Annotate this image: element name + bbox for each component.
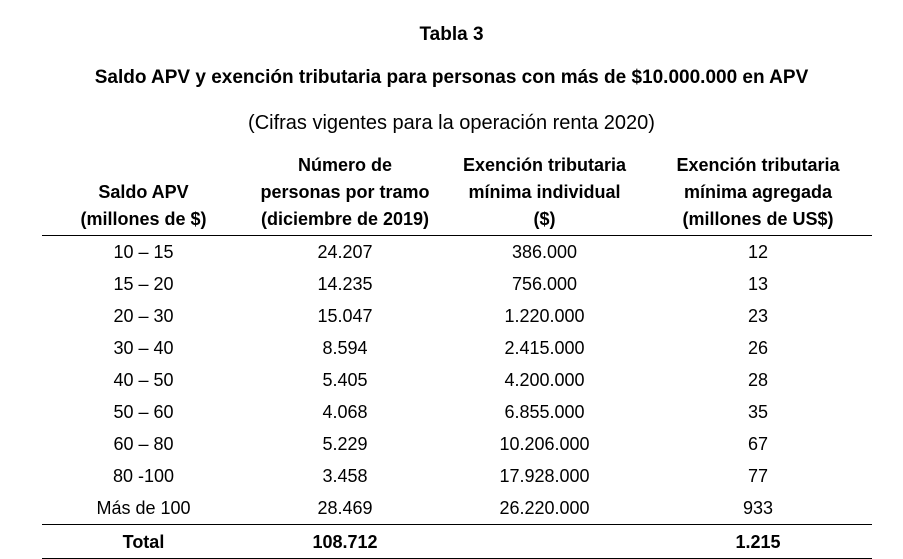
- header-line: ($): [533, 209, 556, 229]
- header-saldo-apv: [42, 152, 245, 236]
- header-line: (diciembre de 2019): [260, 209, 430, 229]
- header-line: Número de: [297, 155, 393, 175]
- cell-saldo: 40 – 50: [113, 370, 174, 390]
- cell-exencion-agregada: 77: [747, 466, 769, 486]
- cell-saldo: 50 – 60: [113, 402, 174, 422]
- cell-exencion-agregada: 13: [747, 274, 769, 294]
- cell-saldo: 80 -100: [112, 466, 175, 486]
- cell-exencion-agregada: 933: [742, 498, 774, 518]
- total-exencion-agregada: 1.215: [644, 525, 872, 559]
- header-line: personas por tramo: [260, 182, 430, 202]
- cell-personas: 28.469: [317, 498, 373, 518]
- cell-saldo: 10 – 15: [113, 242, 174, 262]
- header-line: mínima agregada: [683, 182, 833, 202]
- cell-saldo: Más de 100: [96, 498, 191, 518]
- cell-exencion-individual: 386.000: [511, 242, 578, 262]
- cell-exencion-individual: 17.928.000: [499, 466, 590, 486]
- header-numero-personas: [245, 152, 445, 236]
- table-row: [42, 492, 872, 525]
- header-line: Exención tributaria: [462, 155, 627, 175]
- total-row: [42, 525, 872, 559]
- cell-personas: 14.235: [317, 274, 373, 294]
- cell-personas: 5.229: [322, 434, 368, 454]
- cell-personas: 8.594: [322, 338, 368, 358]
- header-line: mínima individual: [468, 182, 621, 202]
- cell-exencion-individual: 1.220.000: [504, 306, 585, 326]
- table-row: [42, 396, 872, 428]
- cell-exencion-individual: 2.415.000: [504, 338, 585, 358]
- header-row: [42, 152, 872, 236]
- cell-exencion-individual: 26.220.000: [499, 498, 590, 518]
- cell-personas: 5.405: [322, 370, 368, 390]
- table-row: [42, 428, 872, 460]
- total-label: Total: [42, 525, 245, 559]
- cell-exencion-agregada: 26: [747, 338, 769, 358]
- table-label: Tabla 3: [419, 24, 484, 45]
- cell-exencion-individual: 6.855.000: [504, 402, 585, 422]
- cell-saldo: 60 – 80: [113, 434, 174, 454]
- table-row: [42, 460, 872, 492]
- cell-personas: 3.458: [322, 466, 368, 486]
- table-row: [42, 268, 872, 300]
- cell-exencion-agregada: 67: [747, 434, 769, 454]
- cell-saldo: 15 – 20: [113, 274, 174, 294]
- cell-exencion-agregada: 12: [747, 242, 769, 262]
- header-exencion-agregada: [644, 152, 872, 236]
- table-title: Saldo APV y exención tributaria para personas con más de $10.000.000 en APV: [94, 67, 809, 88]
- cell-personas: 24.207: [317, 242, 373, 262]
- total-personas: 108.712: [245, 525, 445, 559]
- total-exencion-individual: [445, 525, 644, 559]
- cell-exencion-agregada: 23: [747, 306, 769, 326]
- header-line: (millones de US$): [682, 209, 834, 229]
- cell-exencion-agregada: 28: [747, 370, 769, 390]
- data-table: [42, 152, 872, 559]
- table-row: [42, 364, 872, 396]
- table-row: [42, 236, 872, 269]
- header-line: Exención tributaria: [676, 155, 840, 175]
- cell-saldo: 20 – 30: [113, 306, 174, 326]
- cell-exencion-agregada: 35: [747, 402, 769, 422]
- table-subtitle: (Cifras vigentes para la operación renta 2020): [248, 112, 655, 134]
- header-line: Saldo APV: [98, 182, 189, 202]
- header-line: (millones de $): [80, 209, 207, 229]
- cell-personas: 15.047: [317, 306, 373, 326]
- cell-exencion-individual: 756.000: [511, 274, 578, 294]
- cell-exencion-individual: 10.206.000: [499, 434, 590, 454]
- table-row: [42, 300, 872, 332]
- cell-saldo: 30 – 40: [113, 338, 174, 358]
- header-exencion-individual: [445, 152, 644, 236]
- cell-exencion-individual: 4.200.000: [504, 370, 585, 390]
- table-row: [42, 332, 872, 364]
- cell-personas: 4.068: [322, 402, 368, 422]
